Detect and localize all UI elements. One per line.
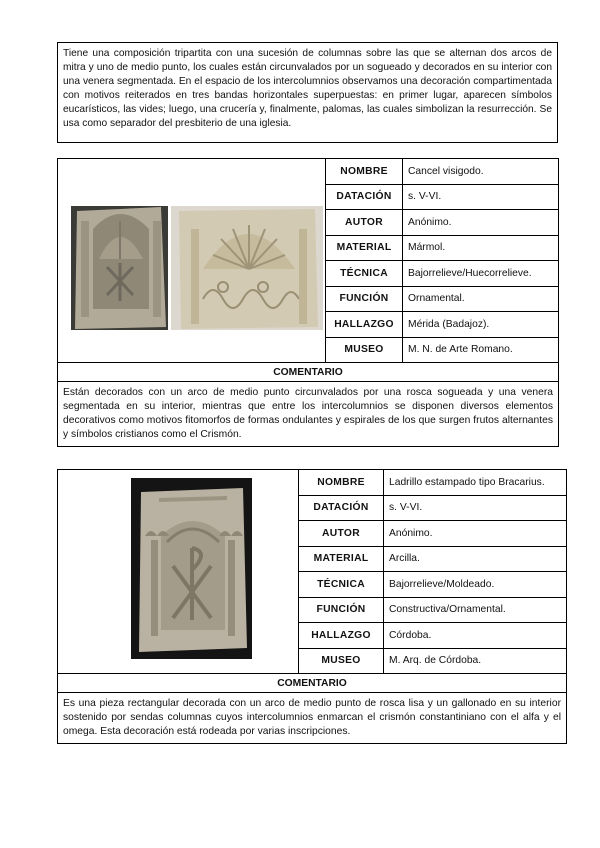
intro-paragraph: Tiene una composición tripartita con una sucesión de columnas sobre las que se alternan dos arcos de mitra y uno de medio punto, los cuales están circunvalados por un sogueado y decorados en su interior con una venera segmentada. En el espacio de los intercolumnios observamos una decoración compartimentada con motivos reiterados en tres bandas horizontales superpuestas: en primer lugar, aparecen símbolos eucarísticos, las vides; luego, una crucería y, finalmente, palomas, las cuales simbolizan la resurrección. Se usa como separador del presbiterio de una iglesia.: [57, 42, 558, 143]
field-label: MATERIAL: [326, 235, 403, 261]
field-value: Ornamental.: [403, 286, 559, 312]
comment-text: Están decorados con un arco de medio punto circunvalados por una rosca sogueada y una venera segmentada en su interior, mientras que entre los intercolumnios se disponen diversos elementos decorativos como motivos fitomorfos de formas ondulantes y espirales de los que surgen frutos alternantes y símbolos cristianos como el Crismón.: [58, 382, 559, 447]
field-label: MATERIAL: [299, 546, 384, 572]
field-label: FUNCIÓN: [326, 286, 403, 312]
field-label: DATACIÓN: [299, 495, 384, 521]
ladrillo-photo: [63, 470, 304, 670]
artwork-card-ladrillo: [57, 469, 567, 744]
artwork-image-cell: [58, 470, 299, 674]
comment-header: COMENTARIO: [58, 674, 567, 693]
field-label: NOMBRE: [299, 470, 384, 496]
field-label: MUSEO: [299, 648, 384, 674]
field-label: AUTOR: [326, 210, 403, 236]
field-value: Mérida (Badajoz).: [403, 312, 559, 338]
field-value: Cancel visigodo.: [403, 159, 559, 185]
field-label: DATACIÓN: [326, 184, 403, 210]
cancel-photo: [63, 159, 331, 359]
field-value: s. V-VI.: [384, 495, 567, 521]
field-value: Ladrillo estampado tipo Bracarius.: [384, 470, 567, 496]
field-value: Córdoba.: [384, 623, 567, 649]
field-label: HALLAZGO: [299, 623, 384, 649]
field-value: s. V-VI.: [403, 184, 559, 210]
field-value: M. Arq. de Córdoba.: [384, 648, 567, 674]
field-label: FUNCIÓN: [299, 597, 384, 623]
field-label: AUTOR: [299, 521, 384, 547]
field-label: TÉCNICA: [326, 261, 403, 287]
comment-text: Es una pieza rectangular decorada con un arco de medio punto de rosca lisa y un gallonado en su interior sostenido por sendas columnas cuyos intercolumnios enmarcan el crismón constantiniano con el alfa y el omega. Esta decoración está rodeada por varias inscripciones.: [58, 693, 567, 744]
field-value: Anónimo.: [403, 210, 559, 236]
comment-header: COMENTARIO: [58, 363, 559, 382]
field-value: Arcilla.: [384, 546, 567, 572]
artwork-image-cell: [58, 159, 326, 363]
field-label: MUSEO: [326, 337, 403, 363]
field-value: M. N. de Arte Romano.: [403, 337, 559, 363]
field-value: Bajorrelieve/Moldeado.: [384, 572, 567, 598]
field-value: Constructiva/Ornamental.: [384, 597, 567, 623]
field-value: Anónimo.: [384, 521, 567, 547]
field-value: Bajorrelieve/Huecorrelieve.: [403, 261, 559, 287]
field-label: NOMBRE: [326, 159, 403, 185]
field-label: HALLAZGO: [326, 312, 403, 338]
artwork-card-cancel: [57, 158, 559, 447]
field-value: Mármol.: [403, 235, 559, 261]
field-label: TÉCNICA: [299, 572, 384, 598]
